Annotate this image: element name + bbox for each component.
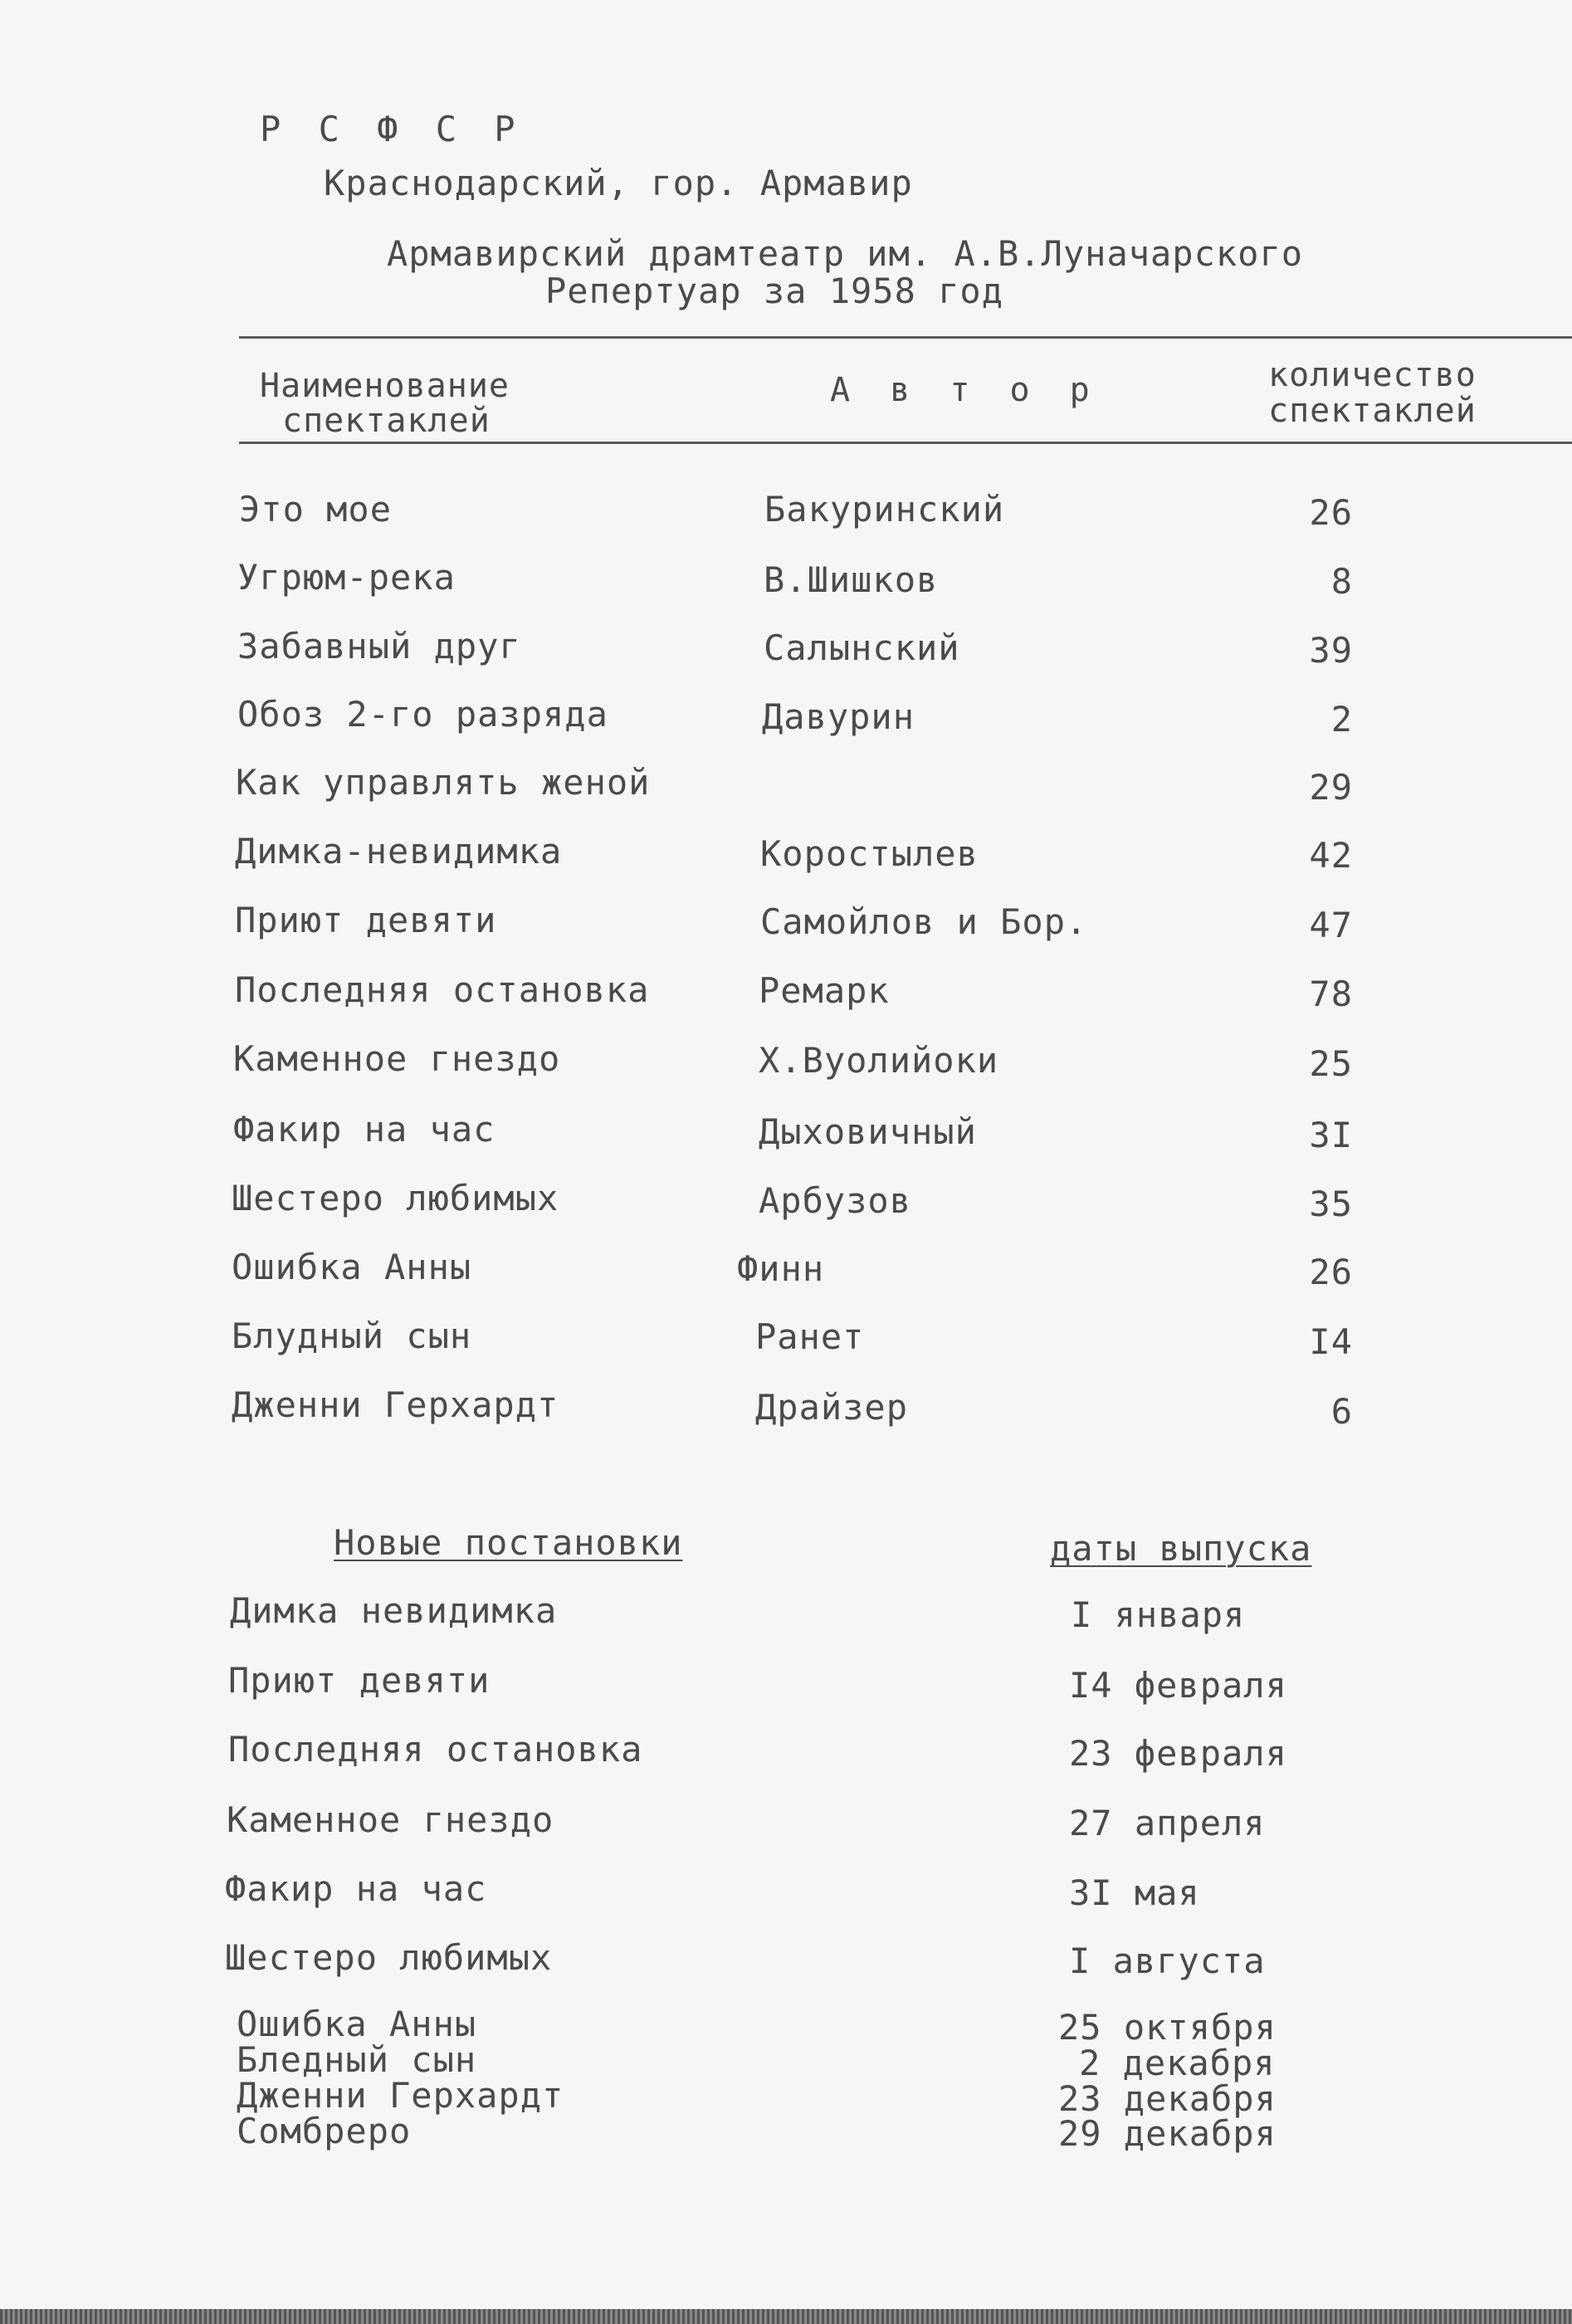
row-name: Угрюм-река bbox=[237, 557, 456, 598]
scan-edge-band bbox=[0, 2309, 1572, 2324]
row-author: Коростылев bbox=[760, 833, 979, 874]
col-count-header-line1: количество bbox=[1268, 356, 1477, 394]
row-count: 6 bbox=[1330, 1391, 1353, 1432]
row-name: Факир на час bbox=[233, 1109, 496, 1150]
row-author: Салынский bbox=[764, 627, 960, 668]
premiere-date: 3I мая bbox=[1069, 1872, 1200, 1913]
premiere-name: Каменное гнездо bbox=[227, 1799, 554, 1840]
row-count: 3I bbox=[1309, 1115, 1353, 1155]
theatre-name: Армавирский драмтеатр им. А.В.Луначарского bbox=[387, 233, 1304, 274]
premiere-date: 23 декабря bbox=[1058, 2078, 1277, 2119]
row-count: 42 bbox=[1309, 835, 1353, 876]
premiere-name: Ошибка Анны bbox=[237, 2004, 477, 2044]
row-name: Последняя остановка bbox=[235, 969, 650, 1010]
row-count: 26 bbox=[1309, 492, 1353, 533]
row-name: Это мое bbox=[239, 489, 393, 530]
premiere-date: I августа bbox=[1069, 1941, 1266, 1981]
row-count: 39 bbox=[1309, 630, 1353, 671]
row-name: Приют девяти bbox=[235, 900, 497, 940]
row-name: Каменное гнездо bbox=[233, 1038, 561, 1079]
row-count: 35 bbox=[1309, 1184, 1353, 1224]
row-name: Дженни Герхардт bbox=[232, 1384, 559, 1425]
premiere-name: Приют девяти bbox=[228, 1660, 491, 1701]
col-name-header-line2: спектаклей bbox=[282, 402, 491, 440]
premiere-name: Последняя остановка bbox=[228, 1729, 643, 1770]
premiere-name: Шестеро любимых bbox=[225, 1937, 553, 1978]
premiere-name: Сомбреро bbox=[237, 2111, 412, 2151]
table-top-rule bbox=[239, 336, 1572, 339]
row-author: Финн bbox=[737, 1248, 825, 1289]
premiere-name: Дженни Герхардт bbox=[237, 2075, 564, 2116]
row-count: 25 bbox=[1309, 1043, 1353, 1084]
row-name: Забавный друг bbox=[237, 626, 521, 666]
region-line: Краснодарский, гор. Армавир bbox=[324, 163, 913, 203]
row-count: 29 bbox=[1309, 767, 1353, 808]
premiere-name: Факир на час bbox=[225, 1868, 487, 1909]
premiere-date: I4 февраля bbox=[1069, 1665, 1287, 1706]
row-author: Самойлов и Бор. bbox=[760, 901, 1088, 942]
premiere-date: 29 декабря bbox=[1058, 2113, 1277, 2154]
premiere-date: 27 апреля bbox=[1069, 1803, 1266, 1843]
row-author: Ранет bbox=[755, 1316, 865, 1357]
col-count-header-line2: спектаклей bbox=[1268, 392, 1477, 430]
row-name: Ошибка Анны bbox=[232, 1247, 472, 1287]
row-author: Бакуринский bbox=[764, 489, 1005, 530]
row-author: Драйзер bbox=[755, 1387, 909, 1428]
release-dates-heading: даты выпуска bbox=[1050, 1528, 1312, 1569]
row-author: Давурин bbox=[762, 696, 915, 737]
row-count: 2 bbox=[1330, 699, 1353, 740]
premiere-date: 23 февраля bbox=[1069, 1733, 1287, 1774]
row-count: 8 bbox=[1330, 561, 1353, 602]
row-name: Блудный сын bbox=[232, 1316, 472, 1356]
row-name: Обоз 2-го разряда bbox=[237, 694, 608, 735]
premieres-heading: Новые постановки bbox=[334, 1522, 683, 1563]
premiere-name: Димка невидимка bbox=[230, 1590, 558, 1631]
row-name: Шестеро любимых bbox=[232, 1178, 559, 1218]
premiere-date: 25 октября bbox=[1058, 2007, 1277, 2048]
row-count: 47 bbox=[1309, 905, 1353, 945]
row-author: В.Шишков bbox=[764, 559, 939, 600]
document-title: Репертуар за 1958 год bbox=[545, 271, 1004, 311]
row-count: 78 bbox=[1309, 974, 1353, 1014]
table-header-rule bbox=[239, 442, 1572, 444]
premiere-date: 2 декабря bbox=[1079, 2043, 1276, 2083]
premiere-name: Бледный сын bbox=[237, 2039, 477, 2080]
row-count: I4 bbox=[1309, 1321, 1353, 1362]
premiere-date: I января bbox=[1071, 1594, 1246, 1635]
row-name: Димка-невидимка bbox=[235, 831, 563, 872]
country-heading: Р С Ф С Р bbox=[260, 109, 524, 149]
row-author: Х.Вуолийоки bbox=[759, 1040, 999, 1081]
col-name-header-line1: Наименование bbox=[260, 367, 510, 405]
row-name: Как управлять женой bbox=[236, 762, 651, 803]
row-author: Ремарк bbox=[759, 970, 890, 1011]
row-count: 26 bbox=[1309, 1252, 1353, 1292]
row-author: Дыховичный bbox=[759, 1111, 977, 1152]
col-author-header: А в т о р bbox=[830, 371, 1100, 409]
row-author: Арбузов bbox=[759, 1180, 912, 1221]
